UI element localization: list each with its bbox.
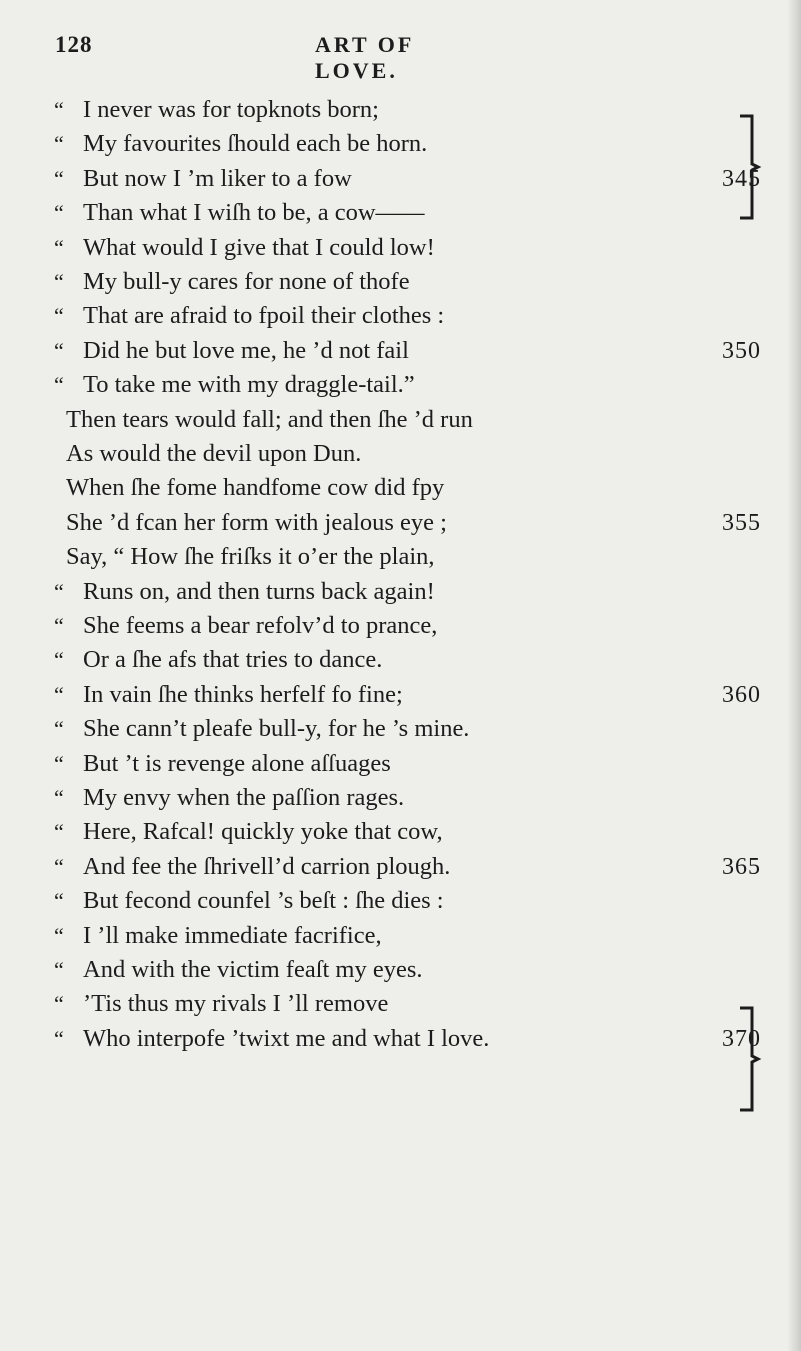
verse-line	[0, 539, 801, 575]
verse-text: She cann’t pleafe bull-y, for he ’s mine.	[83, 715, 470, 743]
running-title: ART OF LOVE.	[315, 32, 414, 83]
verse-text: But ’t is revenge alone aſſuages	[83, 749, 391, 777]
verse-text: As would the devil upon Dun.	[66, 440, 362, 467]
opening-quote-mark: “	[54, 613, 64, 638]
verse-text: To take me with my draggle-tail.”	[83, 371, 415, 399]
verse-text: She feems a bear refolv’d to prance,	[83, 612, 438, 639]
opening-quote-mark: “	[54, 785, 64, 810]
line-number: 350	[722, 337, 761, 364]
verse-line	[0, 814, 801, 850]
line-number: 345	[722, 165, 761, 192]
opening-quote-mark: “	[54, 647, 64, 673]
line-number: 355	[722, 509, 761, 536]
verse-line	[0, 195, 801, 231]
verse-text: Runs on, and then turns back again!	[83, 577, 435, 605]
verse-text: Then tears would fall; and then ſhe ’d run	[66, 405, 473, 433]
opening-quote-mark: “	[54, 269, 64, 294]
verse-line	[0, 402, 801, 438]
opening-quote-mark: “	[54, 991, 64, 1017]
verse-line	[0, 505, 801, 541]
verse-line	[0, 92, 801, 128]
verse-line	[0, 608, 801, 644]
opening-quote-mark: “	[54, 97, 64, 122]
opening-quote-mark: “	[54, 750, 64, 776]
page-number: 128	[55, 32, 93, 57]
opening-quote-mark: “	[54, 578, 64, 604]
verse-text: That are afraid to fpoil their clothes :	[83, 302, 445, 330]
verse-text: And with the victim feaſt my eyes.	[83, 956, 423, 983]
line-number: 365	[722, 853, 761, 880]
verse-text: But now I ’m liker to a fow	[83, 164, 352, 192]
verse-text: Than what I wiſh to be, a cow——	[83, 199, 425, 227]
verse-line	[0, 574, 801, 610]
verse-text: What would I give that I could low!	[83, 233, 435, 261]
verse-line	[0, 436, 801, 472]
verse-text: Or a ſhe afs that tries to dance.	[83, 646, 383, 674]
verse-text: She ’d fcan her form with jealous eye ;	[66, 508, 447, 536]
verse-line	[0, 711, 801, 747]
verse-line	[0, 952, 801, 988]
verse-line	[0, 126, 801, 162]
verse-text: ’Tis thus my rivals I ’ll remove	[83, 990, 389, 1018]
opening-quote-mark: “	[54, 957, 64, 982]
page-edge-shadow	[787, 0, 801, 1351]
triplet-brace-icon	[738, 1004, 762, 1114]
opening-quote-mark: “	[54, 165, 64, 191]
verse-line	[0, 918, 801, 954]
verse-text: I never was for topknots born;	[83, 96, 379, 123]
opening-quote-mark: “	[54, 888, 64, 914]
verse-line	[0, 298, 801, 334]
page-header	[55, 32, 475, 83]
verse-line	[0, 677, 801, 713]
verse-line	[0, 780, 801, 816]
verse-line	[0, 333, 801, 369]
verse-line	[0, 849, 801, 885]
opening-quote-mark: “	[54, 922, 64, 948]
verse-text: But fecond counfel ’s beſt : ſhe dies :	[83, 887, 444, 915]
verse-text: In vain ſhe thinks herfelf fo fine;	[83, 680, 403, 708]
verse-line	[0, 264, 801, 300]
verse-line	[0, 367, 801, 403]
verse-text: Who interpofe ’twixt me and what I love.	[83, 1024, 490, 1052]
verse-text: Here, Rafcal! quickly yoke that cow,	[83, 818, 443, 846]
opening-quote-mark: “	[54, 681, 64, 707]
verse-line	[0, 642, 801, 678]
opening-quote-mark: “	[54, 337, 64, 363]
verse-line	[0, 230, 801, 266]
opening-quote-mark: “	[54, 303, 64, 329]
opening-quote-mark: “	[54, 1025, 64, 1051]
verse-line	[0, 746, 801, 782]
verse-line	[0, 986, 801, 1022]
opening-quote-mark: “	[54, 853, 64, 879]
verse-text: When ſhe fome handfome cow did fpy	[66, 474, 445, 502]
verse-text: I ’ll make immediate facrifice,	[83, 921, 382, 949]
opening-quote-mark: “	[54, 819, 64, 845]
verse-text: My envy when the paſſion rages.	[83, 784, 405, 811]
verse-text: My bull-y cares for none of thofe	[83, 268, 410, 295]
verse-line	[0, 161, 801, 197]
verse-text: And fee the ſhrivell’d carrion plough.	[83, 852, 451, 880]
opening-quote-mark: “	[54, 131, 64, 157]
verse-text: Say, “ How ſhe friſks it o’er the plain,	[66, 543, 435, 571]
line-number: 360	[722, 681, 761, 708]
verse-line	[0, 470, 801, 506]
verse-line	[0, 1021, 801, 1057]
triplet-brace-icon	[738, 112, 762, 222]
opening-quote-mark: “	[54, 716, 64, 742]
verse-line	[0, 883, 801, 919]
verse-text: My favourites ſhould each be horn.	[83, 130, 428, 158]
opening-quote-mark: “	[54, 234, 64, 260]
opening-quote-mark: “	[54, 372, 64, 398]
line-number: 370	[722, 1025, 761, 1052]
opening-quote-mark: “	[54, 200, 64, 226]
verse-text: Did he but love me, he ’d not fail	[83, 336, 409, 364]
